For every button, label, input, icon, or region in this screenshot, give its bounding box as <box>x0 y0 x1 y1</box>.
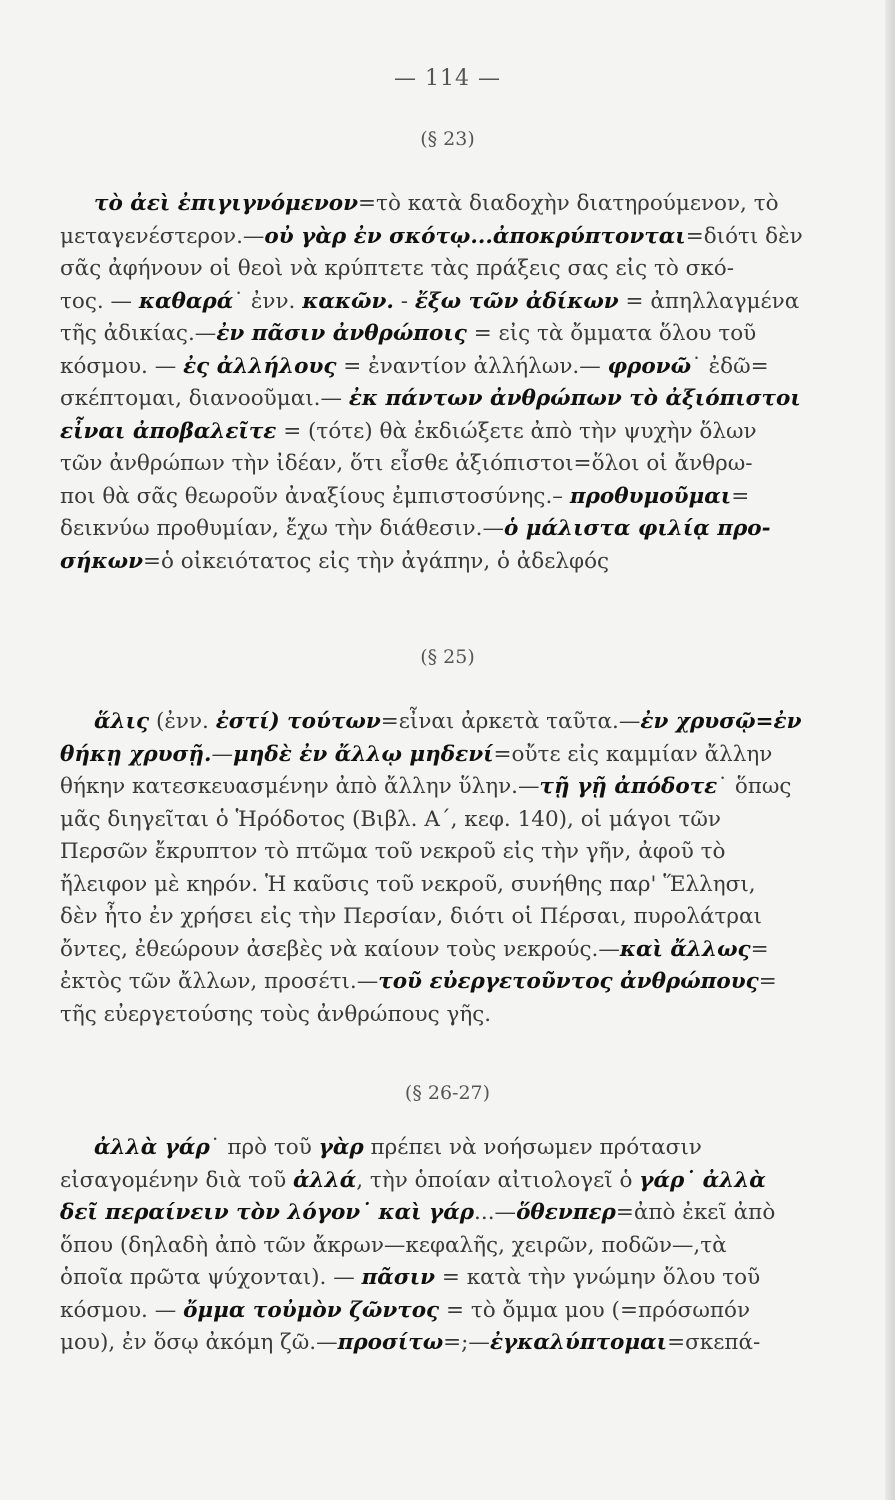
text-line <box>60 1197 820 1230</box>
section-body-26-27 <box>60 1132 820 1360</box>
page-edge-shadow <box>885 0 895 1500</box>
gloss-text: σᾶς ἀφήνουν οἱ θεοὶ νὰ κρύπτετε τὰς πράξεις σας εἰς τὸ σκό- <box>60 256 734 281</box>
glossary-term: ὄμμα τοὐμὸν ζῶντος <box>183 1297 440 1323</box>
text-line <box>60 286 820 319</box>
gloss-text: =διότι δὲν <box>685 223 803 249</box>
glossary-term: ἐν χρυσῷ=ἐν <box>640 709 802 734</box>
text-line <box>60 771 820 804</box>
gloss-text: =τὸ κατὰ διαδοχὴν διατηρούμενον, τὸ <box>358 191 779 216</box>
gloss-text: ὁποῖα πρῶτα ψύχονται). — <box>60 1265 362 1290</box>
text-line <box>60 739 820 772</box>
glossary-term: γὰρ <box>318 1135 364 1160</box>
section-body-25 <box>60 706 820 1031</box>
text-line <box>60 836 820 869</box>
text-line <box>60 934 820 967</box>
gloss-text: ἤλειφον μὲ κηρόν. Ἡ καῦσις τοῦ νεκροῦ, συνήθης παρ' Ἕλλησι, <box>60 871 756 897</box>
gloss-text: τῆς ἀδικίας.— <box>60 321 217 346</box>
text-line <box>60 1132 820 1165</box>
text-line <box>60 253 820 286</box>
gloss-text: =ὁ οἰκειότατος εἰς τὴν ἀγάπην, ὁ ἀδελφός <box>143 548 610 574</box>
gloss-text: = <box>731 483 750 509</box>
gloss-text: = <box>750 936 769 962</box>
glossary-term: ὁ μάλιστα φιλίᾳ προ- <box>503 516 771 541</box>
gloss-text: ...— <box>474 1200 517 1225</box>
gloss-text: =ἀπὸ ἐκεῖ ἀπὸ <box>615 1200 776 1225</box>
gloss-text: μεταγενέστερον.— <box>60 223 265 249</box>
text-line <box>60 1165 820 1198</box>
text-line <box>60 999 820 1032</box>
text-line <box>60 804 820 837</box>
gloss-text: =;— <box>443 1330 490 1355</box>
gloss-text: ˙ ὅπως <box>717 774 792 799</box>
text-line <box>60 966 820 999</box>
glossary-term: ἀλλά <box>293 1167 357 1193</box>
glossary-term: ἐν πᾶσιν ἀνθρώποις <box>216 321 467 346</box>
section-heading-25: (§ 25) <box>420 646 475 668</box>
gloss-text: - <box>393 288 415 314</box>
gloss-text: πρέπει νὰ νοήσωμεν πρότασιν <box>363 1135 702 1160</box>
glossary-term: ἐστί) τούτων <box>215 709 381 734</box>
text-line <box>60 706 820 739</box>
gloss-text: =εἶναι ἀρκετὰ ταῦτα.— <box>380 709 641 734</box>
gloss-text: Περσῶν ἔκρυπτον τὸ πτῶμα τοῦ νεκροῦ εἰς τὴν γῆν, ἀφοῦ τὸ <box>60 839 726 864</box>
glossary-term: πᾶσιν <box>361 1265 436 1290</box>
glossary-term: θήκῃ χρυσῇ. <box>60 741 212 767</box>
gloss-text: = (τότε) θὰ ἐκδιώξετε ἀπὸ τὴν ψυχὴν ὅλων <box>276 418 757 444</box>
gloss-text: κόσμου. — <box>60 353 184 379</box>
glossary-term: ὅθενπερ <box>516 1200 616 1225</box>
glossary-term: γάρ˙ ἀλλὰ <box>639 1167 766 1193</box>
glossary-term: ἐς ἀλλήλους <box>183 353 337 379</box>
text-line <box>60 221 820 254</box>
glossary-term: καὶ ἄλλως <box>619 936 751 962</box>
glossary-term: τοῦ εὐεργετοῦντος ἀνθρώπους <box>378 969 759 994</box>
text-line <box>60 1230 820 1263</box>
text-line <box>60 448 820 481</box>
gloss-text: , τὴν ὁποίαν αἰτιολογεῖ ὁ <box>356 1167 640 1193</box>
gloss-text: δὲν ἦτο ἐν χρήσει εἰς τὴν Περσίαν, διότι οἱ Πέρσαι, πυρολάτραι <box>60 904 762 929</box>
text-line <box>60 481 820 514</box>
text-line <box>60 1262 820 1295</box>
glossary-term: κακῶν. <box>302 288 394 314</box>
glossary-term: ἐκ πάντων ἀνθρώπων τὸ ἀξιόπιστοι <box>348 386 801 411</box>
gloss-text: = κατὰ τὴν γνώμην ὅλου τοῦ <box>435 1265 761 1290</box>
text-line <box>60 351 820 384</box>
gloss-text: ὄντες, ἐθεώρουν ἀσεβὲς νὰ καίουν τοὺς νεκρούς.— <box>60 936 620 962</box>
text-line <box>60 546 820 579</box>
gloss-text: = ἐναντίον ἀλλήλων.— <box>336 353 608 379</box>
gloss-text: κόσμου. — <box>60 1297 184 1323</box>
gloss-text: ˙ ἐδῶ= <box>691 353 769 379</box>
glossary-term: ἀλλὰ γάρ <box>94 1135 210 1160</box>
text-line <box>60 318 820 351</box>
gloss-text: δεικνύω προθυμίαν, ἔχω τὴν διάθεσιν.— <box>60 516 504 541</box>
gloss-text: (ἐνν. <box>149 709 216 734</box>
text-line <box>60 869 820 902</box>
gloss-text: =σκεπά- <box>667 1330 761 1355</box>
glossary-term: ἅλις <box>94 709 150 734</box>
glossary-term: σήκων <box>60 548 143 574</box>
section-heading-23: (§ 23) <box>420 128 475 150</box>
glossary-term: φρονῶ <box>607 353 692 379</box>
glossary-term: ἔξω τῶν ἀδίκων <box>414 288 619 314</box>
gloss-text: τῶν ἀνθρώπων τὴν ἰδέαν, ὅτι εἶσθε ἀξιόπιστοι=ὅλοι οἱ ἄνθρω- <box>60 451 753 476</box>
glossary-term: προσίτω <box>337 1330 444 1355</box>
gloss-text: τος. — <box>60 288 139 314</box>
gloss-text: =οὔτε εἰς καμμίαν ἄλλην <box>493 741 773 767</box>
gloss-text: εἰσαγομένην διὰ τοῦ <box>60 1167 293 1193</box>
text-line <box>60 383 820 416</box>
text-line <box>60 1295 820 1328</box>
gloss-text: μᾶς διηγεῖται ὁ Ἡρόδοτος (Βιβλ. Α΄, κεφ. 140), οἱ μάγοι τῶν <box>60 806 721 832</box>
gloss-text: μου), ἐν ὅσῳ ἀκόμη ζῶ.— <box>60 1330 338 1355</box>
glossary-term: ἐγκαλύπτομαι <box>489 1330 668 1355</box>
glossary-term: τῇ γῇ ἀπόδοτε <box>539 774 718 799</box>
gloss-text: ˙ ἐνν. <box>233 288 303 314</box>
gloss-text: ὅπου (δηλαδὴ ἀπὸ τῶν ἄκρων—κεφαλῆς, χειρῶν, ποδῶν—,τὰ <box>60 1232 727 1258</box>
glossary-term: οὐ γὰρ ἐν σκότῳ...ἀποκρύπτονται <box>264 223 686 249</box>
text-line <box>60 416 820 449</box>
text-line <box>60 188 820 221</box>
page-number: — 114 — <box>394 66 501 91</box>
glossary-term: μηδὲ ἐν ἄλλῳ μηδενί <box>233 741 494 767</box>
glossary-term: καθαρά <box>138 288 234 314</box>
glossary-term: δεῖ περαίνειν τὸν λόγον˙ καὶ γάρ <box>60 1200 475 1225</box>
gloss-text: = <box>758 969 777 994</box>
gloss-text: = ἀπηλλαγμένα <box>618 288 800 314</box>
gloss-text: ποι θὰ σᾶς θεωροῦν ἀναξίους ἐμπιστοσύνης.– <box>60 483 570 509</box>
gloss-text: θήκην κατεσκευασμένην ἀπὸ ἄλλην ὕλην.— <box>60 774 540 799</box>
gloss-text: ˙ πρὸ τοῦ <box>209 1135 319 1160</box>
glossary-term: τὸ ἀεὶ ἐπιγιγνόμενον <box>94 191 359 216</box>
text-line <box>60 1327 820 1360</box>
gloss-text: ἐκτὸς τῶν ἄλλων, προσέτι.— <box>60 969 379 994</box>
gloss-text: = τὸ ὄμμα μου (=πρόσωπόν <box>439 1297 751 1323</box>
gloss-text: = εἰς τὰ ὄμματα ὅλου τοῦ <box>466 321 757 346</box>
gloss-text: σκέπτομαι, διανοοῦμαι.— <box>60 386 349 411</box>
text-line <box>60 513 820 546</box>
gloss-text: — <box>211 741 234 767</box>
glossary-term: προθυμοῦμαι <box>569 483 732 509</box>
gloss-text: τῆς εὐεργετούσης τοὺς ἀνθρώπους γῆς. <box>60 1001 492 1027</box>
text-line <box>60 901 820 934</box>
glossary-term: εἶναι ἀποβαλεῖτε <box>60 418 277 444</box>
section-body-23 <box>60 188 820 578</box>
section-heading-26-27: (§ 26-27) <box>404 1082 491 1104</box>
